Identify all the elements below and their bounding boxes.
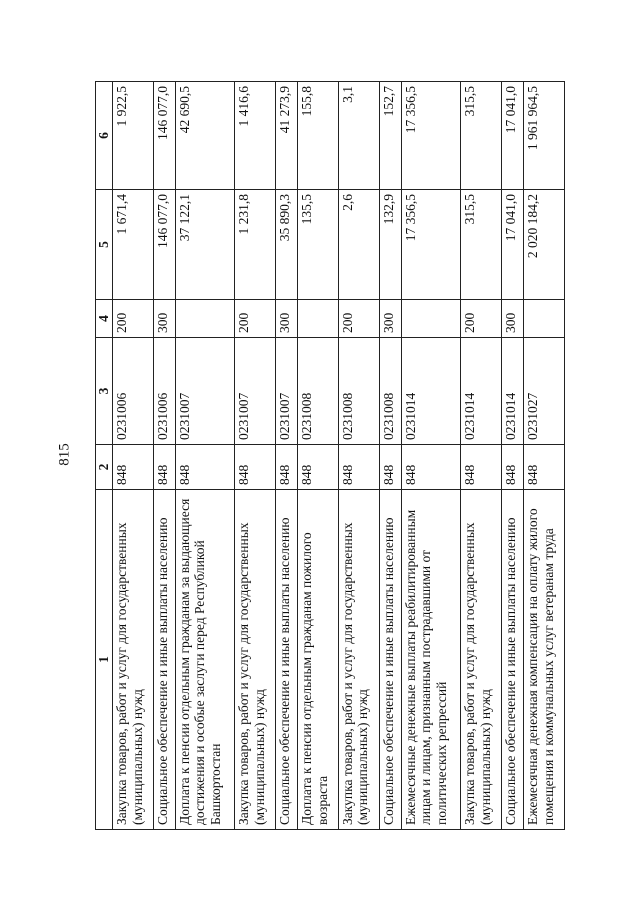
cell-code: 848: [501, 445, 523, 490]
cell-expense-type: [175, 300, 234, 338]
cell-code: 848: [175, 445, 234, 490]
cell-description: Закупка товаров, работ и услуг для государственных (муниципальных) нужд: [338, 490, 379, 830]
cell-amount-1: 2 020 184,2: [524, 190, 565, 300]
cell-amount-2: 17 356,5: [401, 82, 460, 190]
cell-amount-2: 155,8: [298, 82, 339, 190]
cell-target-article: 0231008: [379, 338, 401, 445]
cell-expense-type: [401, 300, 460, 338]
header-col-2: 2: [96, 445, 113, 490]
budget-table: [95, 81, 565, 830]
cell-amount-1: 146 077,0: [153, 190, 175, 300]
cell-amount-1: 315,5: [461, 190, 502, 300]
cell-description: Ежемесячные денежные выплаты реабилитированным лицам и лицам, признанным пострадавшими от политических репрессий: [401, 490, 460, 830]
cell-target-article: 0231007: [276, 338, 298, 445]
cell-expense-type: 200: [461, 300, 502, 338]
cell-amount-1: 37 122,1: [175, 190, 234, 300]
cell-amount-2: 146 077,0: [153, 82, 175, 190]
cell-amount-2: 1 922,5: [113, 82, 154, 190]
table-row: [153, 82, 175, 830]
cell-code: 848: [401, 445, 460, 490]
cell-description: Закупка товаров, работ и услуг для государственных (муниципальных) нужд: [235, 490, 276, 830]
cell-description: Социальное обеспечение и иные выплаты населению: [153, 490, 175, 830]
cell-expense-type: 200: [113, 300, 154, 338]
cell-expense-type: 200: [338, 300, 379, 338]
cell-amount-2: 315,5: [461, 82, 502, 190]
cell-amount-2: 41 273,9: [276, 82, 298, 190]
cell-code: 848: [113, 445, 154, 490]
cell-expense-type: 300: [153, 300, 175, 338]
table-row: [175, 82, 234, 830]
table-body: [113, 82, 565, 830]
cell-amount-1: 135,5: [298, 190, 339, 300]
cell-amount-1: 1 671,4: [113, 190, 154, 300]
cell-expense-type: [524, 300, 565, 338]
cell-amount-1: 17 041,0: [501, 190, 523, 300]
cell-code: 848: [235, 445, 276, 490]
cell-target-article: 0231006: [113, 338, 154, 445]
cell-amount-2: 17 041,0: [501, 82, 523, 190]
cell-expense-type: 200: [235, 300, 276, 338]
cell-target-article: 0231007: [235, 338, 276, 445]
cell-description: Социальное обеспечение и иные выплаты населению: [379, 490, 401, 830]
cell-code: 848: [524, 445, 565, 490]
cell-code: 848: [276, 445, 298, 490]
cell-description: Социальное обеспечение и иные выплаты населению: [501, 490, 523, 830]
header-col-6: 6: [96, 82, 113, 190]
cell-code: 848: [153, 445, 175, 490]
cell-amount-1: 132,9: [379, 190, 401, 300]
cell-description: Доплата к пенсии отдельным гражданам пожилого возраста: [298, 490, 339, 830]
cell-expense-type: 300: [379, 300, 401, 338]
cell-target-article: 0231014: [501, 338, 523, 445]
table-row: [113, 82, 154, 830]
cell-description: Доплата к пенсии отдельным гражданам за выдающиеся достижения и особые заслуги перед Республикой Башкортостан: [175, 490, 234, 830]
header-col-1: 1: [96, 490, 113, 830]
table-row: [501, 82, 523, 830]
cell-code: 848: [298, 445, 339, 490]
table-row: [338, 82, 379, 830]
cell-amount-1: 17 356,5: [401, 190, 460, 300]
cell-expense-type: 300: [501, 300, 523, 338]
table-row: [524, 82, 565, 830]
cell-amount-2: 1 416,6: [235, 82, 276, 190]
cell-code: 848: [338, 445, 379, 490]
table-row: [276, 82, 298, 830]
cell-description: Социальное обеспечение и иные выплаты населению: [276, 490, 298, 830]
cell-code: 848: [461, 445, 502, 490]
cell-code: 848: [379, 445, 401, 490]
header-row: [96, 82, 113, 830]
cell-amount-1: 35 890,3: [276, 190, 298, 300]
header-col-4: 4: [96, 300, 113, 338]
cell-description: Ежемесячная денежная компенсация на оплату жилого помещения и коммунальных услуг ветеранам труда: [524, 490, 565, 830]
cell-target-article: 0231014: [401, 338, 460, 445]
cell-expense-type: 300: [276, 300, 298, 338]
cell-description: Закупка товаров, работ и услуг для государственных (муниципальных) нужд: [461, 490, 502, 830]
table-row: [461, 82, 502, 830]
table-row: [379, 82, 401, 830]
page-number: 815: [56, 443, 73, 466]
cell-amount-2: 42 690,5: [175, 82, 234, 190]
cell-target-article: 0231008: [338, 338, 379, 445]
cell-target-article: 0231007: [175, 338, 234, 445]
cell-expense-type: [298, 300, 339, 338]
cell-amount-2: 152,7: [379, 82, 401, 190]
cell-amount-2: 1 961 964,5: [524, 82, 565, 190]
cell-amount-2: 3,1: [338, 82, 379, 190]
table-row: [298, 82, 339, 830]
cell-amount-1: 1 231,8: [235, 190, 276, 300]
cell-target-article: 0231027: [524, 338, 565, 445]
cell-description: Закупка товаров, работ и услуг для государственных (муниципальных) нужд: [113, 490, 154, 830]
table-row: [235, 82, 276, 830]
cell-target-article: 0231006: [153, 338, 175, 445]
header-col-3: 3: [96, 338, 113, 445]
cell-amount-1: 2,6: [338, 190, 379, 300]
header-col-5: 5: [96, 190, 113, 300]
cell-target-article: 0231014: [461, 338, 502, 445]
table-row: [401, 82, 460, 830]
cell-target-article: 0231008: [298, 338, 339, 445]
rotated-table-container: [95, 82, 565, 830]
